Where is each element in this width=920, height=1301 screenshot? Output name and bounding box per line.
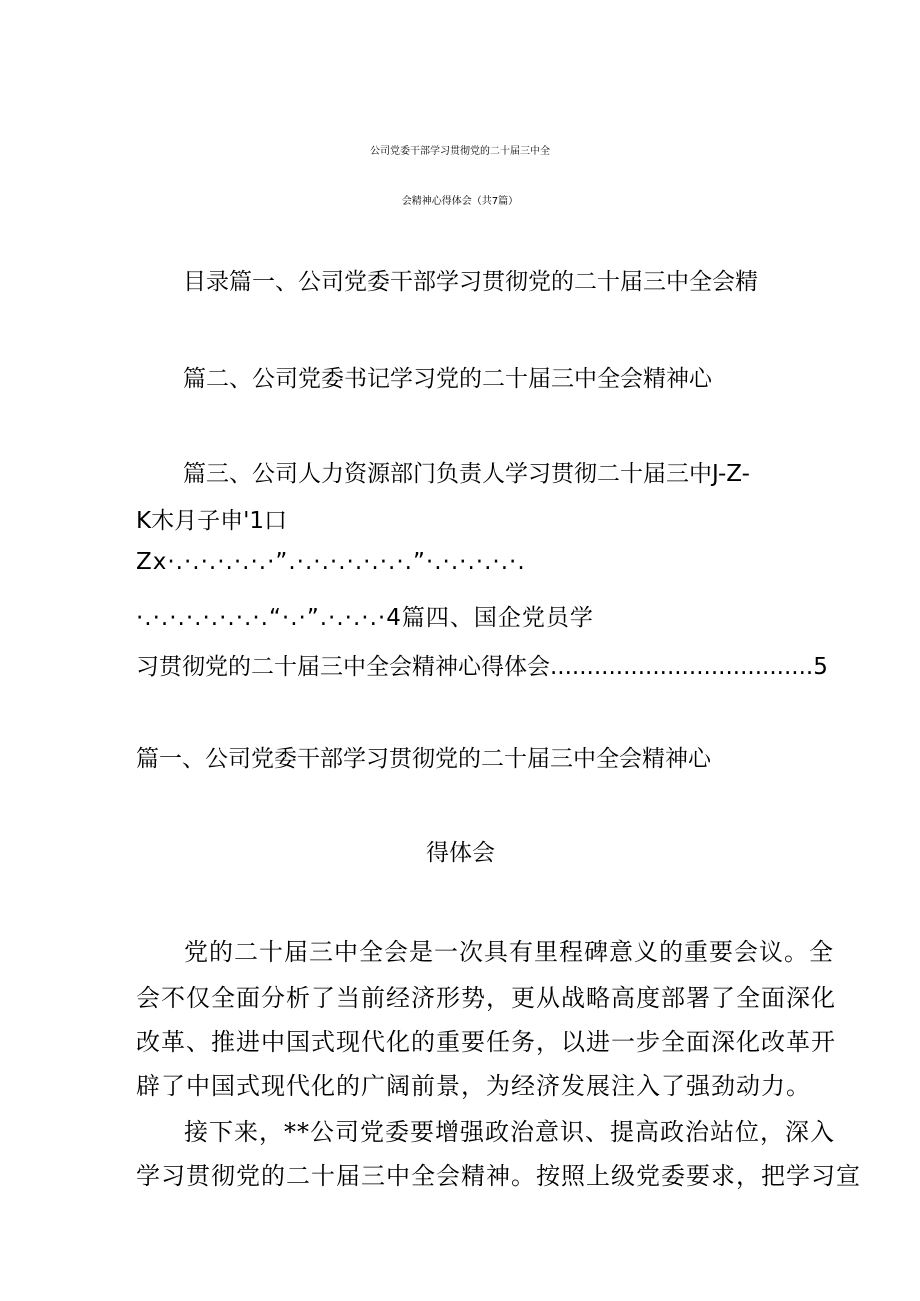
- toc-entry-3-continued: K木月子申'1口: [136, 508, 288, 534]
- toc-entry-4-continued[interactable]: 习贯彻党的二十届三中全会精神心得体会....................................5: [136, 654, 828, 680]
- toc-entry-3[interactable]: 篇三、公司人力资源部门负责人学习贯彻二十届三中J-Z-: [183, 461, 750, 487]
- toc-entry-1[interactable]: 目录篇一、公司党委干部学习贯彻党的二十届三中全会精: [183, 269, 758, 295]
- body-paragraph-1-line-4: 辟了中国式现代化的广阔前景，为经济发展注入了强劲动力。: [136, 1072, 811, 1100]
- toc-entry-2[interactable]: 篇二、公司党委书记学习党的二十届三中全会精神心: [183, 366, 712, 392]
- section-heading-continued: 得体会: [426, 840, 495, 866]
- document-title-line-1: 公司党委干部学习贯彻党的二十届三中全: [370, 146, 550, 157]
- document-title-line-2: 会精神心得体会（共7篇）: [401, 196, 519, 207]
- section-heading: 篇一、公司党委干部学习贯彻党的二十届三中全会精神心: [136, 746, 711, 772]
- toc-leader-dots: Zx·.·.·.·.·.·.·”.·.·.·.·.·.·.·.”·.·.·.·.·.·.: [136, 549, 526, 575]
- body-paragraph-2-line-1: 接下来，**公司党委要增强政治意识、提高政治站位，深入: [184, 1118, 835, 1146]
- body-paragraph-2-line-2: 学习贯彻党的二十届三中全会精神。按照上级党委要求，把学习宣: [136, 1162, 861, 1190]
- body-paragraph-1-line-3: 改革、推进中国式现代化的重要任务，以进一步全面深化改革开: [136, 1028, 836, 1056]
- body-paragraph-1-line-2: 会不仅全面分析了当前经济形势，更从战略高度部署了全面深化: [136, 984, 836, 1012]
- toc-entry-4[interactable]: ·.·.·.·.·.·.·.·.“·.·”.·.·.·.·4篇四、国企党员学: [136, 605, 594, 631]
- body-paragraph-1-line-1: 党的二十届三中全会是一次具有里程碑意义的重要会议。全: [184, 938, 834, 966]
